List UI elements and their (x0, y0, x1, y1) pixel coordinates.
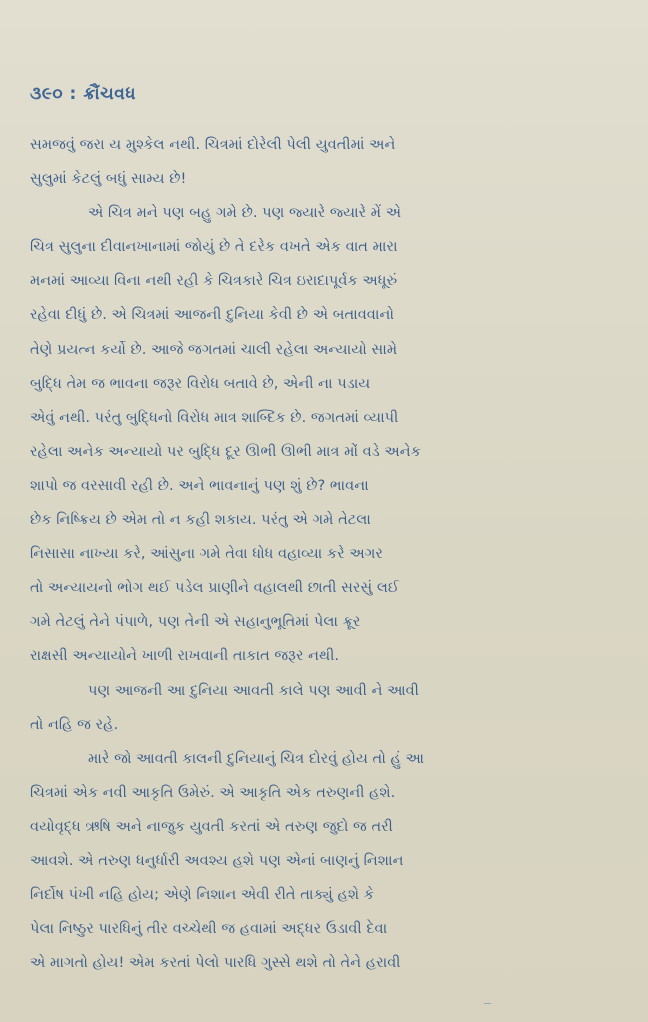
text-line: મનમાં આવ્યા વિના નથી રહી કે ચિત્રકારે ચિત્ર ઇરાદાપૂર્વક અધૂરું (30, 272, 398, 290)
text-line: પેલા નિષ્ઠુર પારધિનું તીર વચ્ચેથી જ હવામાં અદ્ધર ઉડાવી દેવા (30, 920, 388, 938)
text-line: સુલુમાં કેટલું બધું સામ્ય છે! (30, 170, 187, 188)
text-line: તેણે પ્રયત્ન કર્યો છે. આજે જગતમાં ચાલી રહેલા અન્યાયો સામે (30, 340, 398, 358)
text-line: શાપો જ વરસાવી રહી છે. અને ભાવનાનું પણ શું છે? ભાવના (30, 476, 369, 494)
print-mark (484, 1003, 491, 1004)
text-line: આવશે. એ તરુણ ધનુર્ધારી અવશ્ય હશે પણ એનાં બાણનું નિશાન (30, 851, 404, 869)
text-line: રાક્ષસી અન્યાયોને ખાળી રાખવાની તાકાત જરૂર નથી. (30, 647, 340, 665)
paragraph-start-line: પણ આજની આ દુનિયા આવતી કાલે પણ આવી ને આવી (88, 681, 419, 699)
text-line: ચિત્રમાં એક નવી આકૃતિ ઉમેરું. એ આકૃતિ એક તરુણની હશે. (30, 783, 396, 801)
text-line: એ માગતો હોય! એમ કરતાં પેલો પારધિ ગુસ્સે થશે તો તેને હરાવી (30, 954, 401, 972)
text-line: તો અન્યાયનો ભોગ થઈ પડેલ પ્રાણીને વહાલથી છાતી સરસું લઈ (30, 579, 400, 597)
text-line: નિર્દોષ પંખી નહિ હોય; એણે નિશાન એવી રીતે તાક્યું હશે કે (30, 886, 375, 904)
text-line: એવું નથી. પરંતુ બુદ્ધિનો વિરોધ માત્ર શાબ્દિક છે. જગતમાં વ્યાપી (30, 408, 399, 426)
text-line: રહેવા દીધું છે. એ ચિત્રમાં આજની દુનિયા કેવી છે એ બતાવવાનો (30, 306, 394, 324)
paragraph-start-line: મારે જો આવતી કાલની દુનિયાનું ચિત્ર દોરવું હોય તો હું આ (88, 749, 425, 767)
text-line: ચિત્ર સુલુના દીવાનખાનામાં જોયું છે તે દરેક વખતે એક વાત મારા (30, 238, 398, 256)
text-line: બુદ્ધિ તેમ જ ભાવના જરૂર વિરોધ બતાવે છે, એની ના પડાય (30, 374, 371, 392)
text-line: છેક નિષ્ક્રિય છે એમ તો ન કહી શકાય. પરંતુ એ ગમે તેટલા (30, 511, 371, 529)
text-line: રહેલા અનેક અન્યાયો પર બુદ્ધિ દૂર ઊભી ઊભી માત્ર મોં વડે અનેક (30, 442, 421, 460)
paragraph-start-line: એ ચિત્ર મને પણ બહુ ગમે છે. પણ જ્યારે જ્યારે મેં એ (88, 204, 402, 222)
text-line: સમજવું જરા ય મુશ્કેલ નથી. ચિત્રમાં દોરેલી પેલી યુવતીમાં અને (30, 136, 396, 153)
page-header: ૩૯૦ : ક્રૌંચવધ (30, 84, 137, 104)
text-line: નિસાસા નાખ્યા કરે, આંસુના ગમે તેવા ધોધ વહાવ્યા કરે અગર (30, 545, 383, 563)
body-text (30, 128, 620, 980)
text-line: ગમે તેટલું તેને પંપાળે, પણ તેની એ સહાનુભૂતિમાં પેલા ક્રૂર (30, 613, 361, 631)
text-line: વયોવૃદ્ધ ઋષિ અને નાજુક યુવતી કરતાં એ તરુણ જુદો જ તરી (30, 817, 393, 835)
text-line: તો નહિ જ રહે. (30, 715, 119, 733)
